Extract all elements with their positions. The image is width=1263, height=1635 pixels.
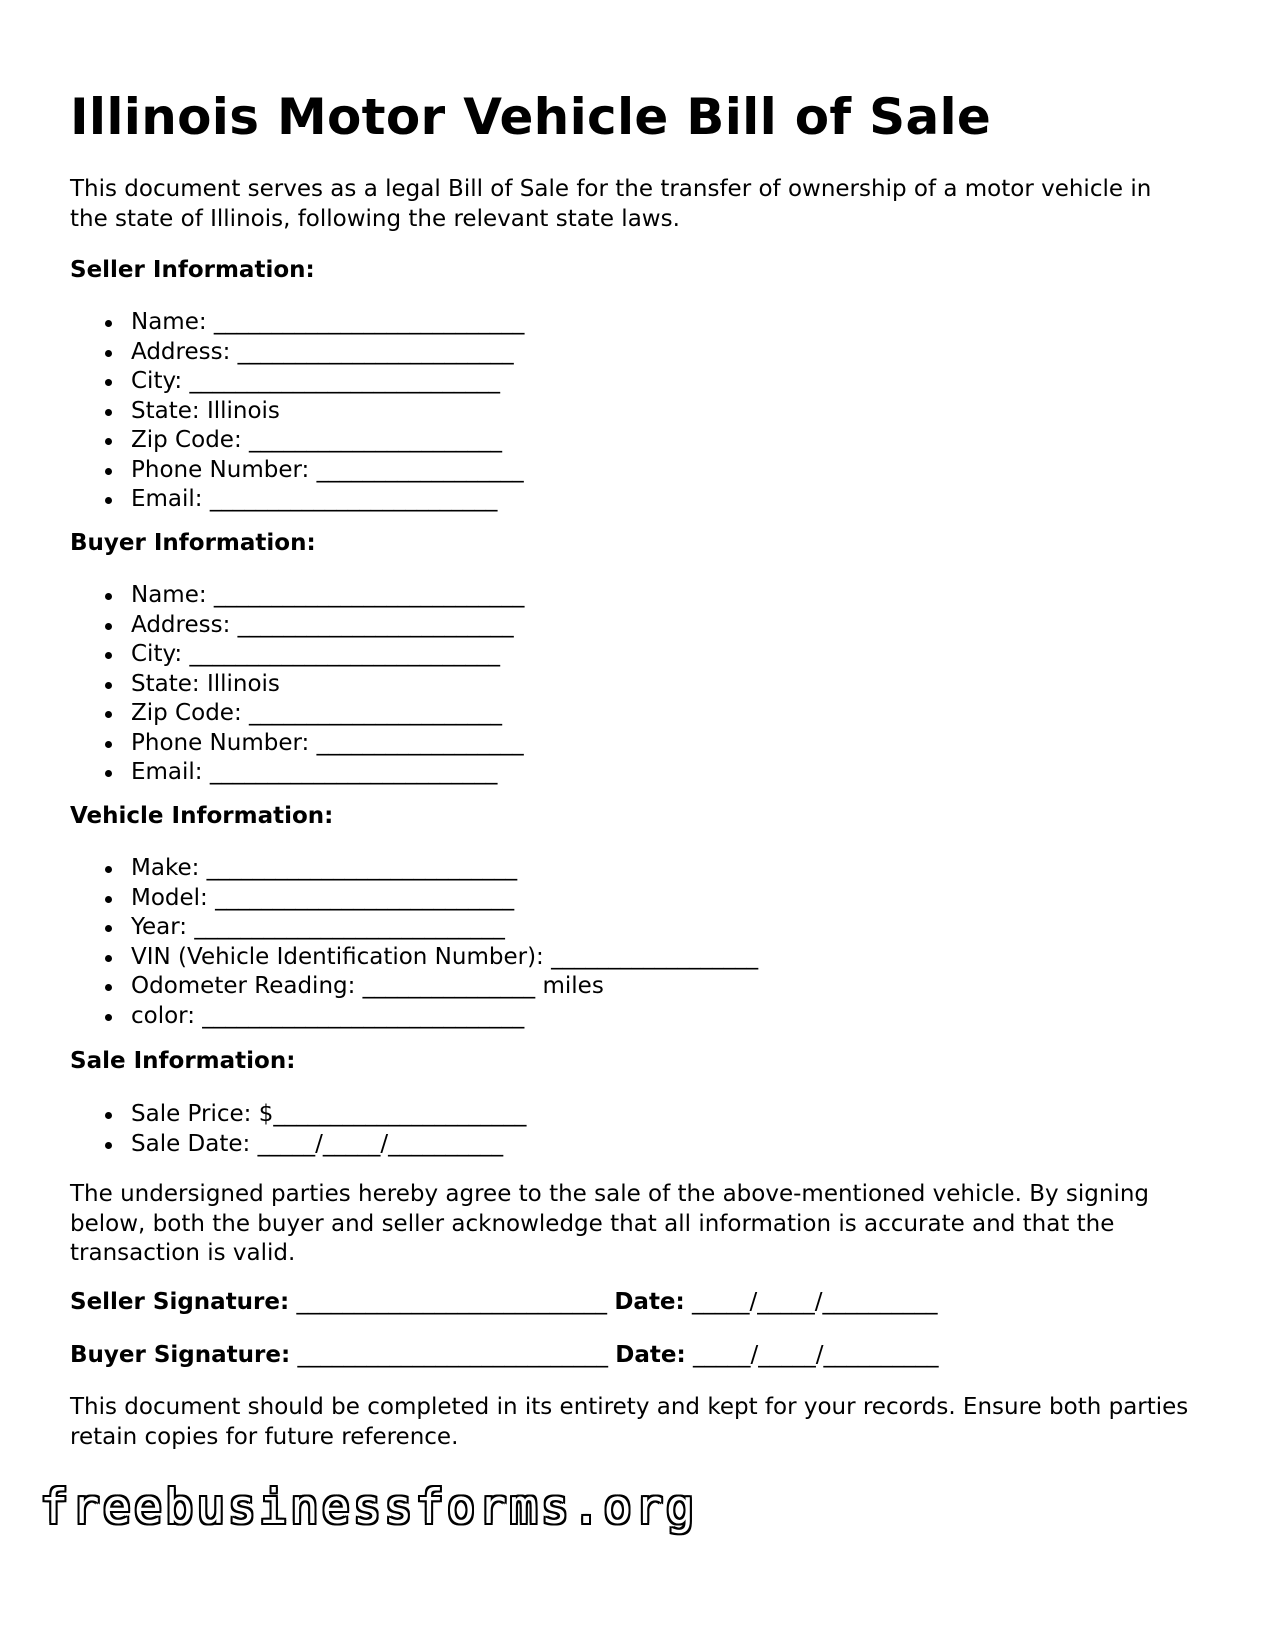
buyer-signature-row — [70, 1341, 939, 1371]
buyer-address-field[interactable]: Address: ________________________ — [70, 611, 524, 641]
buyer-signature-line[interactable]: ___________________________ — [290, 1342, 616, 1368]
buyer-fields — [70, 581, 524, 788]
vehicle-make-field[interactable]: Make: ___________________________ — [70, 854, 758, 884]
seller-signature-line[interactable]: ___________________________ — [289, 1289, 615, 1315]
buyer-city-field[interactable]: City: ___________________________ — [70, 640, 524, 670]
buyer-date-line[interactable]: _____/_____/__________ — [685, 1342, 939, 1368]
seller-state-field: State: Illinois — [70, 397, 524, 427]
vehicle-model-field[interactable]: Model: __________________________ — [70, 884, 758, 914]
buyer-signature-label: Buyer Signature: — [70, 1342, 291, 1368]
seller-city-field[interactable]: City: ___________________________ — [70, 367, 524, 397]
seller-signature-label: Seller Signature: — [70, 1289, 290, 1315]
vehicle-heading: Vehicle Information: — [70, 803, 334, 829]
sale-price-field[interactable]: Sale Price: $______________________ — [70, 1100, 526, 1130]
intro-paragraph: This document serves as a legal Bill of Sale for the transfer of ownership of a motor vehicle in the state of Illinois, following the relevant state laws. — [70, 176, 1152, 232]
vehicle-fields — [70, 854, 758, 1031]
seller-email-field[interactable]: Email: _________________________ — [70, 485, 524, 515]
closing-paragraph: This document should be completed in its entirety and kept for your records. Ensure both parties retain copies for future reference. — [70, 1394, 1189, 1450]
sale-heading: Sale Information: — [70, 1048, 296, 1074]
vehicle-year-field[interactable]: Year: ___________________________ — [70, 913, 758, 943]
seller-heading: Seller Information: — [70, 257, 315, 283]
buyer-date-label: Date: — [615, 1342, 686, 1368]
seller-date-line[interactable]: _____/_____/__________ — [684, 1289, 938, 1315]
page-title: Illinois Motor Vehicle Bill of Sale — [70, 88, 992, 146]
seller-phone-field[interactable]: Phone Number: __________________ — [70, 456, 524, 486]
vehicle-color-field[interactable]: color: ____________________________ — [70, 1002, 758, 1032]
seller-fields — [70, 308, 524, 515]
vehicle-odometer-field[interactable]: Odometer Reading: _______________ miles — [70, 972, 758, 1002]
buyer-email-field[interactable]: Email: _________________________ — [70, 758, 524, 788]
watermark-text: freebusinessforms.org — [40, 1480, 698, 1535]
sale-fields — [70, 1100, 526, 1159]
buyer-phone-field[interactable]: Phone Number: __________________ — [70, 729, 524, 759]
seller-zip-field[interactable]: Zip Code: ______________________ — [70, 426, 524, 456]
buyer-heading: Buyer Information: — [70, 530, 316, 556]
agreement-paragraph: The undersigned parties hereby agree to the sale of the above-mentioned vehicle. By signing below, both the buyer and seller acknowledge that all information is accurate and that the transaction is valid. — [70, 1181, 1150, 1266]
seller-name-field[interactable]: Name: ___________________________ — [70, 308, 524, 338]
buyer-state-field: State: Illinois — [70, 670, 524, 700]
buyer-name-field[interactable]: Name: ___________________________ — [70, 581, 524, 611]
vehicle-vin-field[interactable]: VIN (Vehicle Identification Number): __________________ — [70, 943, 758, 973]
seller-address-field[interactable]: Address: ________________________ — [70, 338, 524, 368]
buyer-zip-field[interactable]: Zip Code: ______________________ — [70, 699, 524, 729]
seller-date-label: Date: — [614, 1289, 685, 1315]
seller-signature-row — [70, 1288, 938, 1318]
sale-date-field[interactable]: Sale Date: _____/_____/__________ — [70, 1130, 526, 1160]
